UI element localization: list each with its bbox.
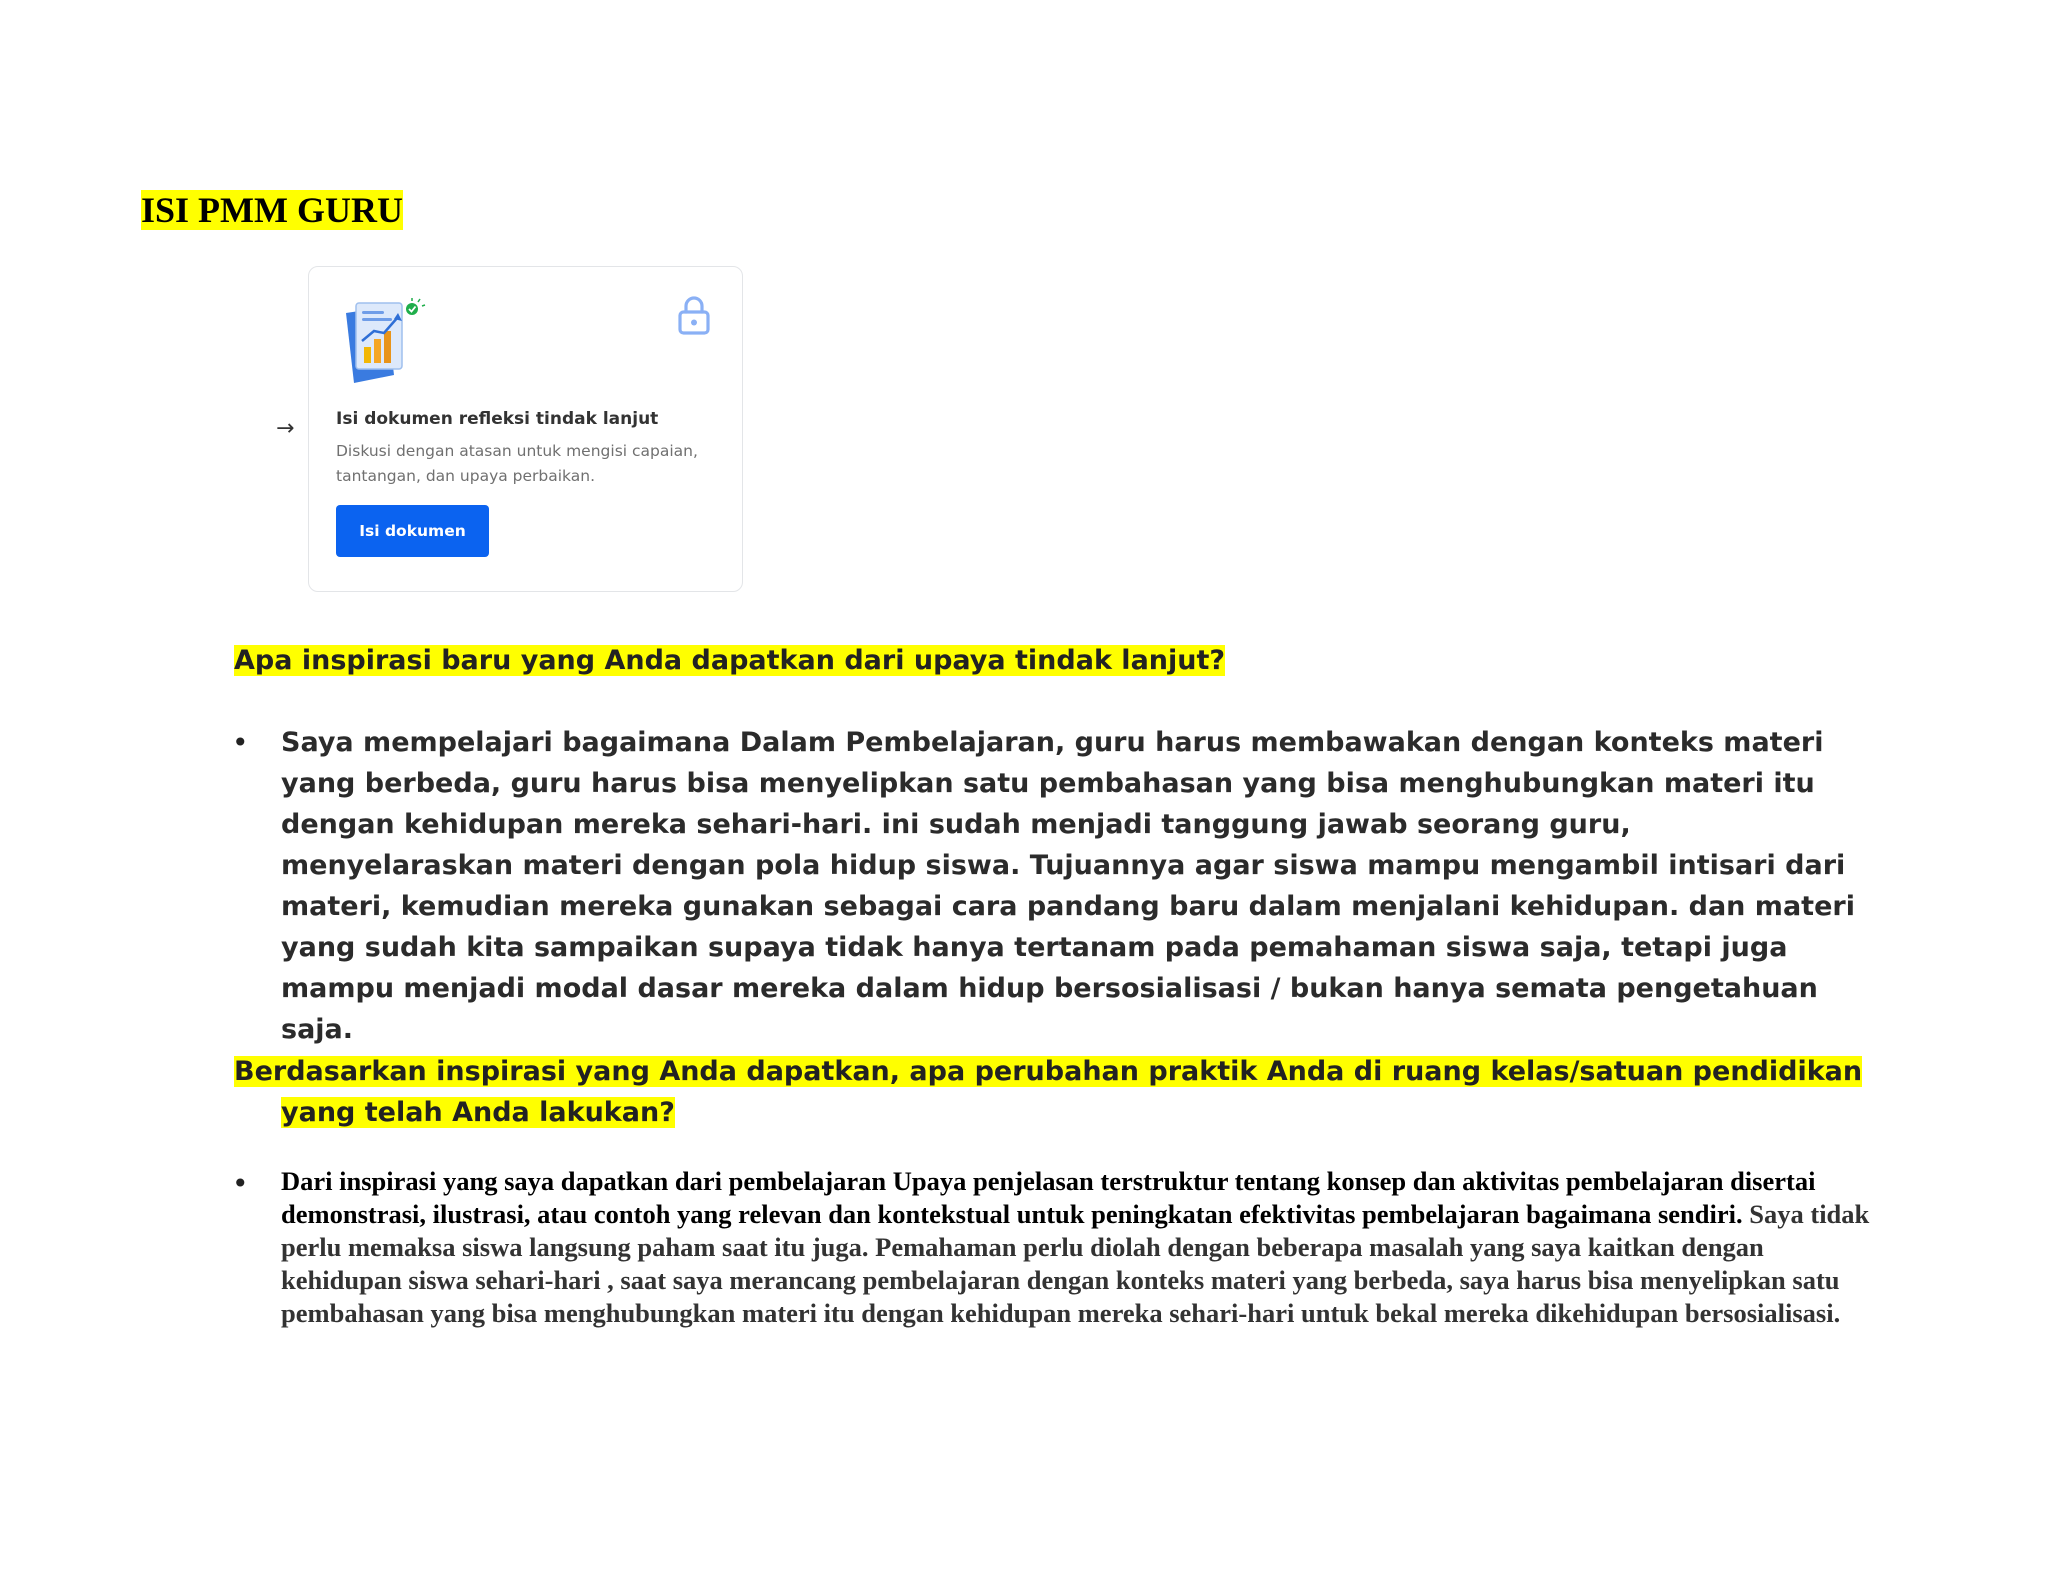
question-1 — [234, 640, 1844, 681]
bullet-marker: • — [232, 1167, 249, 1200]
question-1-text: Apa inspirasi baru yang Anda dapatkan dari upaya tindak lanjut? — [234, 645, 1226, 676]
document-chart-icon — [342, 297, 428, 387]
reflection-task-card — [308, 266, 743, 592]
answer-2 — [281, 1165, 1881, 1330]
question-2-text: Berdasarkan inspirasi yang Anda dapatkan, apa perubahan praktik Anda di ruang kelas/satuan pendidikan yang telah Anda lakukan? — [234, 1056, 1863, 1128]
answer-1: Saya mempelajari bagaimana Dalam Pembelajaran, guru harus membawakan dengan konteks materi yang berbeda, guru harus bisa menyelipkan satu pembahasan yang bisa menghubungkan materi itu dengan kehidupan mereka sehari-hari. ini sudah menjadi tanggung jawab seorang guru, menyelaraskan materi dengan pola hidup siswa. Tujuannya agar siswa mampu mengambil intisari dari materi, kemudian mereka gunakan sebagai cara pandang baru dalam menjalani kehidupan. dan materi yang sudah kita sampaikan supaya tidak hanya tertanam pada pemahaman siswa saja, tetapi juga mampu menjadi modal dasar mereka dalam hidup bersosialisasi / bukan hanya semata pengetahuan saja. — [281, 727, 1855, 1045]
answer-2-part-1: Dari inspirasi yang saya dapatkan dari pembelajaran Upaya penjelasan terstruktur tentang konsep dan aktivitas pembelajaran disertai demonstrasi, ilustrasi, atau contoh yang relevan dan kontekstual untuk peningkatan efektivitas pembelajaran bagaimana sendiri. — [281, 1166, 1816, 1229]
document-title-text: ISI PMM GURU — [141, 190, 403, 230]
answer-2-part-2: Saya tidak perlu memaksa siswa langsung paham saat itu juga. Pemahaman perlu diolah dengan beberapa masalah yang saya kaitkan dengan kehidupan siswa sehari-hari , saat saya merancang pembelajaran dengan konteks materi yang berbeda, saya harus bisa menyelipkan satu pembahasan yang bisa menghubungkan materi itu dengan kehidupan mereka sehari-hari untuk bekal mereka dikehidupan bersosialisasi. — [281, 1199, 1870, 1328]
document-title — [141, 188, 403, 232]
bullet-marker: • — [232, 726, 249, 759]
card-title: Isi dokumen refleksi tindak lanjut — [336, 409, 659, 429]
fill-document-button[interactable]: Isi dokumen — [336, 505, 489, 557]
question-2 — [234, 1051, 1891, 1133]
card-description: Diskusi dengan atasan untuk mengisi capaian, tantangan, dan upaya perbaikan. — [336, 442, 698, 485]
arrow-right-icon: → — [276, 416, 295, 441]
lock-icon — [677, 295, 711, 335]
